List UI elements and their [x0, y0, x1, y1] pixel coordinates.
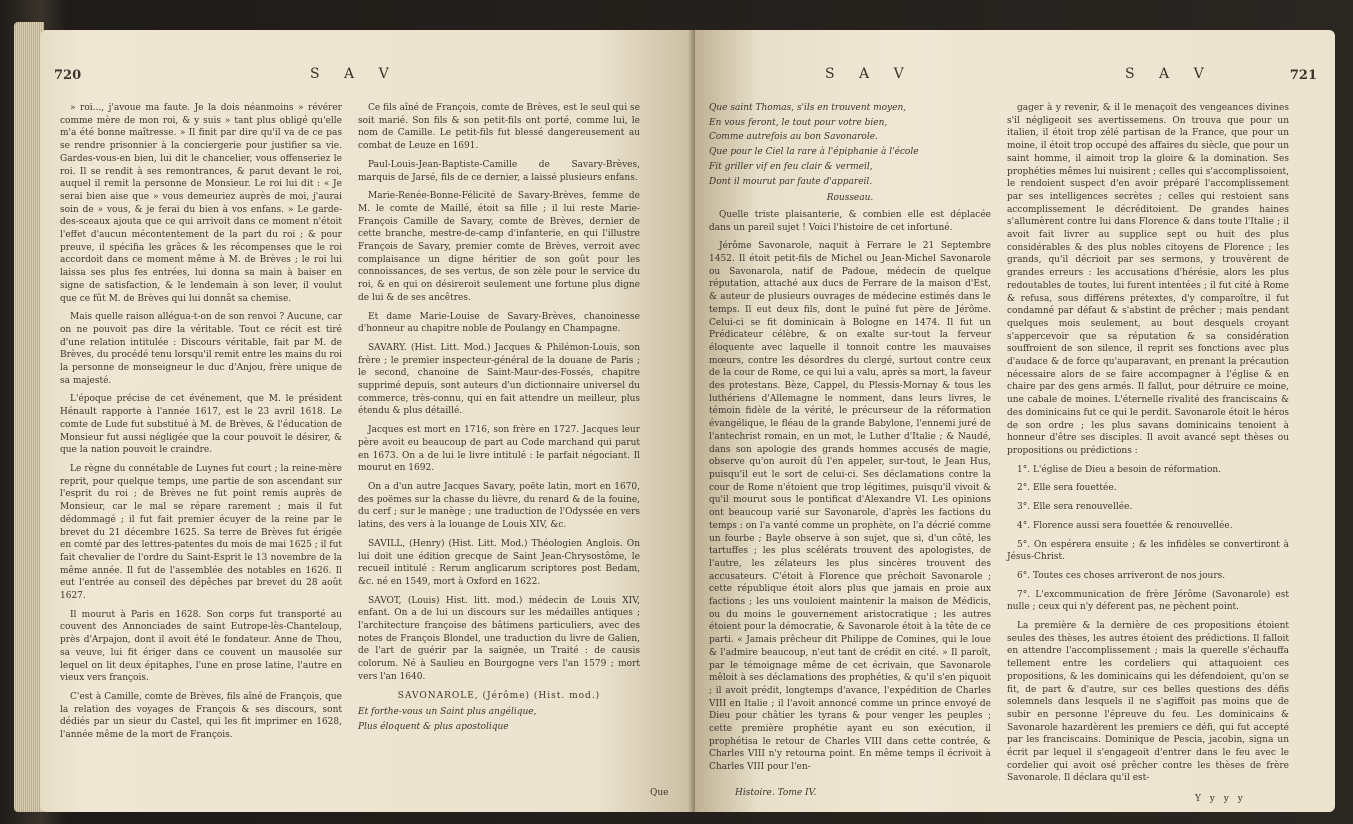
list-item: 4°. Florence aussi sera fouettée & renouvellée. [1017, 520, 1233, 531]
paragraph: Ce fils aîné de François, comte de Brèves, est le seul qui se soit marié. Son fils & son petit-fils ont porté, comme lui, le nom de Camille. Le petit-fils fut blessé dangereusement au combat de Leuze en 1691. [358, 103, 640, 152]
list-item: 2°. Elle sera fouettée. [1017, 483, 1117, 494]
left-page-number: 720 [54, 68, 82, 83]
paragraph: gager à y revenir, & il le menaçoit des vengeances divines s'il négligeoit ses avertissemens. On trouva que pour un italien, il étoit trop zélé partisan de la France, que pour un moine, il étoit trop occupé des affaires du siècle, que pour un saint homme, il aimoit trop la gloire & la domination. Ses prophéties mêmes lui nuisirent ; celles qui s'accomplissoient, le rendoient suspect d'en avoir préparé l'accomplissement par ses intelligences secrètes ; celles qui restoient sans accomplissement le décréditoient. De grandes haines s'allumèrent contre lui dans Florence & dans toute l'Italie ; il avoit fait livrer au supplice sept ou huit des plus considérables & des plus nobles citoyens de Florence ; les grands, qu'il décrioit par ses sermons, y trouvèrent de grandes erreurs : les accusations d'hérésie, alors les plus redoutables de toutes, lui furent intentées ; il fut cité à Rome & refusa, sous différens prétextes, d'y comparoître, il fut condamné par défaut & s'abstint de prêcher ; mais pendant quelques mois seulement, au bout desquels croyant s'appercevoir que sa réputation & sa considération souffroient de son silence, il reprit ses fonctions avec plus d'audace & de force qu'auparavant, en prenant la précaution nécessaire alors de se faire accompagner à l'église & en chaire par des gens armés. Il fallut, pour détruire ce moine, une cabale de moines. L'éternelle rivalité des franciscains & des dominicains fut ce qui le perdit. Savonarole étoit le héros de son ordre ; les plus savans dominicains tenoient à honneur d'être ses disciples. Il avoit avancé sept thèses ou propositions ou prédictions : [1007, 103, 1289, 456]
verse-line: Que pour le Ciel la rare à l'épiphanie à l'école [709, 147, 919, 158]
paragraph: Jacques est mort en 1716, son frère en 1727. Jacques leur père avoit eu beaucoup de part au Code marchand qui parut en 1673. On a de lui le livre intitulé : le parfait négociant. Il mourut en 1692. [358, 425, 640, 474]
paragraph: Le règne du connétable de Luynes fut court ; la reine-mère reprit, pour quelque temps, une partie de son ascendant sur l'esprit du roi ; de Brèves ne fut point remis auprès de Monsieur, car le mal se répare rarement ; mais il fut dédommagé ; il fut fait premier écuyer de la reine par le brevet du 21 décembre 1625. Sa terre de Brèves fut érigée en comté par des lettres-patentes du mois de mai 1625 ; il fut fait chevalier de l'ordre du Saint-Esprit le 13 novembre de la même année. Il fut de l'assemblée des notables en 1626. Il eut l'entrée au conseil des dépêches par brevet du 28 août 1627. [60, 463, 342, 602]
list-item: 6°. Toutes ces choses arriveront de nos jours. [1017, 570, 1226, 581]
paragraph: SAVILL, (Henry) (Hist. Litt. Mod.) Théologien Anglois. On lui doit une édition grecque de Saint Jean-Chrysostôme, le recueil intitulé : Rerum anglicarum scriptores post Bedam, &c. né en 1549, mort à Oxford en 1622. [358, 538, 640, 587]
right-column-1 [709, 102, 991, 780]
paragraph: Et dame Marie-Louise de Savary-Brèves, chanoinesse d'honneur au chapitre noble de Poulangy en Champagne. [358, 311, 640, 335]
page-footer: Histoire. Tome IV. [735, 788, 817, 798]
paragraph: Marie-Renée-Bonne-Félicité de Savary-Brèves, femme de M. le comte de Maillé, étoit sa fille ; il lui reste Marie-François Camille de Savary, comte de Brèves, dernier de cette branche, mestre-de-camp d'infanterie, en qui l'illustre François de Savary, premier comte de Brèves, verroit avec complaisance un digne héritier de son goût pour les connoissances, de ses vertus, de son zèle pour le service du roi, & en qui on désireroit seulement une fortune plus digne de lui & de ses ancêtres. [358, 191, 640, 303]
paragraph: Jérôme Savonarole, naquit à Ferrare le 21 Septembre 1452. Il étoit petit-fils de Michel ou Jean-Michel Savonarole ou Savonarola, natif de Padoue, médecin de quelque réputation, attaché aux ducs de Ferrare de la maison d'Est, & auteur de plusieurs ouvrages de médecine estimés dans le temps. Il eut deux fils, dont le puîné fut père de Jérôme. Celui-ci se fit dominicain à Bologne en 1474. Il fut un Prédicateur célèbre, & on exalte sur-tout la ferveur éloquente avec laquelle il tonnoit contre les mauvaises mœurs, contre les désordres du clergé, surtout contre ceux de la cour de Rome, ce qui lui a valu, après sa mort, la faveur des protestans. Bèze, Cappel, du Plessis-Mornay & tous les luthériens d'Allemagne le nomment, dans leurs livres, le témoin fidèle de la vérité, le précurseur de la réformation évangélique, le fléau de la grande Babylone, l'ennemi juré de l'antechrist romain, en un mot, le Luther d'Italie ; & Naudé, dans son apologie des grands hommes accusés de magie, observe qu'on auroit dû l'en appeler, sur-tout, le Jean Hus, puisqu'il eut le sort de celui-ci. Ses déclamations contre la cour de Rome n'étoient que trop légitimes, puisqu'il vivoit & qu'il mourut sous le pontificat d'Alexandre VI. Les opinions ont beaucoup varié sur Savonarole, d'après les factions du temps : on l'a vanté comme un prophète, on l'a décrié comme un fourbe ; Bayle observe à son sujet, que si, d'un côté, les tartuffes ; les plus scélérats trouvent des apologistes, de l'autre, les zélateurs les plus sincères trouvent des accusateurs. C'étoit à Florence que prêchoit Savonarole ; cette république étoit alors plus que jamais en proie aux factions ; les uns vouloient maintenir la maison de Médicis, ou du moins le gouvernement aristocratique ; les autres étoient pour la démocratie, & Savonarole étoit à la tête de ce parti. « Jamais prêcheur dit Philippe de Comines, qui le loue & l'admire beaucoup, n'eut tant de crédit en cité. » Il paroît, par le témoignage même de cet écrivain, que Savonarole mêloit à ses déclamations des prophéties, & qu'il s'en piquoit ; il avoit prédit, longtemps d'avance, l'expédition de Charles VIII en Italie ; il l'avoit annoncé comme un prince envoyé de Dieu pour châtier les tyrans & pour venger les peuples ; cette première prophétie ayant eu son exécution, il prophétisa le retour de Charles VIII dans cette contrée, & Charles VIII n'y retourna point. En même temps il écrivoit à Charles VIII pour l'en- [709, 241, 991, 773]
catchword: Que [650, 788, 669, 798]
right-column-2 [1007, 102, 1289, 791]
right-page-number: 721 [1289, 68, 1317, 83]
list-item: 7°. L'excommunication de frère Jérôme (Savonarole) est nulle ; ceux qui n'y déferent pas, ne pèchent point. [1007, 589, 1289, 613]
signature-mark: Y y y y [1195, 794, 1246, 804]
verse-line: Comme autrefois au bon Savonarole. [709, 132, 878, 143]
paragraph: L'époque précise de cet événement, que M. le président Hénault rapporte à l'année 1617, est le 23 avril 1618. Le comte de Lude fut substitué à M. de Brèves, & l'éducation de Monsieur fut aussi négligée que la cour pouvoit le désirer, & que la nation pouvoit le craindre. [60, 394, 342, 456]
paragraph: On a d'un autre Jacques Savary, poëte latin, mort en 1670, des poëmes sur la chasse du lièvre, du renard & de la fouine, du cerf ; sur le manège ; une traduction de l'Odyssée en vers latins, des vers à la louange de Louis XIV, &c. [358, 481, 640, 531]
paragraph: Il mourut à Paris en 1628. Son corps fut transporté au couvent des Annonciades de saint Eutrope-lès-Chanteloup, près d'Arpajon, dont il avoit été le fondateur. Anne de Thou, sa veuve, lui fit ériger dans ce couvent un mausolée sur lequel on lit deux épitaphes, l'une en prose latine, l'autre en vieux vers françois. [60, 609, 342, 684]
paragraph: C'est à Camille, comte de Brèves, fils aîné de François, que la relation des voyages de François & ses discours, sont dédiés par un sieur du Castel, qui les fit imprimer en 1628, l'année même de la mort de François. [60, 691, 342, 741]
verse-line: Dont il mourut par faute d'appareil. [709, 176, 873, 187]
verse-line: Plus éloquent & plus apostolique [358, 721, 509, 732]
paragraph: La première & la dernière de ces propositions étoient seules des thèses, les autres étoient des prédictions. Il falloit en attendre l'accomplissement ; mais la querelle s'échauffa tellement entre les cordeliers qui attaquoient ces propositions, & les dominicains qui les défendoient, qu'on se fit, de part & d'autre, sur ces belles questions des défis solemnels dans lesquels il ne s'agiffoit pas moins que de subir en personne l'épreuve du feu. Les dominicains & Savonarole hazardèrent les premiers ce défi, qui fut accepté par les franciscains. Dominique de Pescia, jacobin, signa un écrit par lequel il s'engageoit d'entrer dans le feu avec le cordelier qui avoit osé prêcher contre les thèses de frère Savonarole. Il déclara qu'il est- [1007, 621, 1289, 784]
verse-line: En vous feront, le tout pour votre bien, [709, 117, 888, 128]
list-item: 1°. L'église de Dieu a besoin de réformation. [1017, 464, 1222, 475]
paragraph: Quelle triste plaisanterie, & combien elle est déplacée dans un pareil sujet ! Voici l'histoire de cet infortuné. [709, 209, 991, 233]
paragraph: Mais quelle raison allégua-t-on de son renvoi ? Aucune, car on ne pouvoit pas dire la véritable. Tout ce récit est tiré d'une relation intitulée : Discours véritable, fait par M. de Brèves, du procédé tenu lorsqu'il remit entre les mains du roi la personne de monseigneur le duc d'Anjou, frère unique de sa majesté. [60, 312, 342, 386]
list-item: 3°. Elle sera renouvellée. [1017, 502, 1133, 513]
entry-heading: SAVONAROLE, (Jérôme) (Hist. mod.) [397, 690, 601, 701]
paragraph: SAVOT, (Louis) Hist. litt. mod.) médecin de Louis XIV, enfant. On a de lui un discours sur les médailles antiques ; l'architecture françoise des bâtimens particuliers, avec des notes de François Blondel, une traduction du livre de Galien, de l'art de guérir par la saignée, un Traité : de causis colorum. Né à Saulieu en Bourgogne vers l'an 1579 ; mort vers l'an 1640. [358, 595, 640, 682]
paragraph: Paul-Louis-Jean-Baptiste-Camille de Savary-Brèves, marquis de Jarsé, fils de ce dernier, a laissé plusieurs enfans. [358, 159, 640, 183]
right-page [695, 30, 1335, 812]
right-running-head-1: S A V [825, 66, 914, 82]
left-column-1 [60, 102, 342, 748]
verse-line: Et forthe-vous un Saint plus angélique, [358, 707, 537, 718]
right-running-head-2: S A V [1125, 66, 1214, 82]
list-item: 5°. On espérera ensuite ; & les infidèles se convertiront à Jésus-Christ. [1007, 539, 1289, 563]
paragraph: » roi..., j'avoue ma faute. Je la dois néanmoins » révérer comme mère de mon roi, & y suis » tant plus obligé qu'elle m'a été bonne maîtresse. » Il finit par dire qu'il va de ce pas se rendre prisonnier à la conciergerie pour justifier sa vie. Gardes-vous-en bien, lui dit le chancelier, vous offenseriez le roi. Il se rendit à ses remontrances, & parut devant le roi, auquel il remit la personne de Monsieur. Le roi lui dit : « Je serai bien aise que » vous demeuriez auprès de moi, j'aurai soin de » vous, & je ferai du bien à vos enfans. » Le garde-des-sceaux ajouta que ce qui arrivoit dans ce moment n'étoit l'effet d'aucun mécontentement de la part du roi ; & pour preuve, il spécifia les grâces & les récompenses que le roi accordoit dans ce moment même à M. de Brèves ; le roi lui laissa ses plus fes entrées, lui donna sa main à baiser en signe de satisfaction, & le lendemain à son lever, il voulut que ce fût M. de Brèves qui lui donnât sa chemise. [60, 103, 342, 304]
left-running-head: S A V [310, 66, 399, 82]
verse-line: Que saint Thomas, s'ils en trouvent moyen, [709, 103, 907, 113]
verse-author: Rousseau. [826, 193, 874, 204]
left-column-2 [358, 102, 640, 736]
verse-line: Fit griller vif en feu clair & vermeil, [709, 161, 873, 172]
paragraph: SAVARY. (Hist. Litt. Mod.) Jacques & Philémon-Louis, son frère ; le premier inspecteur-général de la douane de Paris ; le second, chanoine de Saint-Maur-des-Fossés, chapitre supprimé depuis, sont auteurs d'un dictionnaire universel du commerce, très-connu, qui en fait attendre un meilleur, plus étendu & plus détaillé. [358, 342, 640, 417]
left-page [40, 30, 695, 812]
